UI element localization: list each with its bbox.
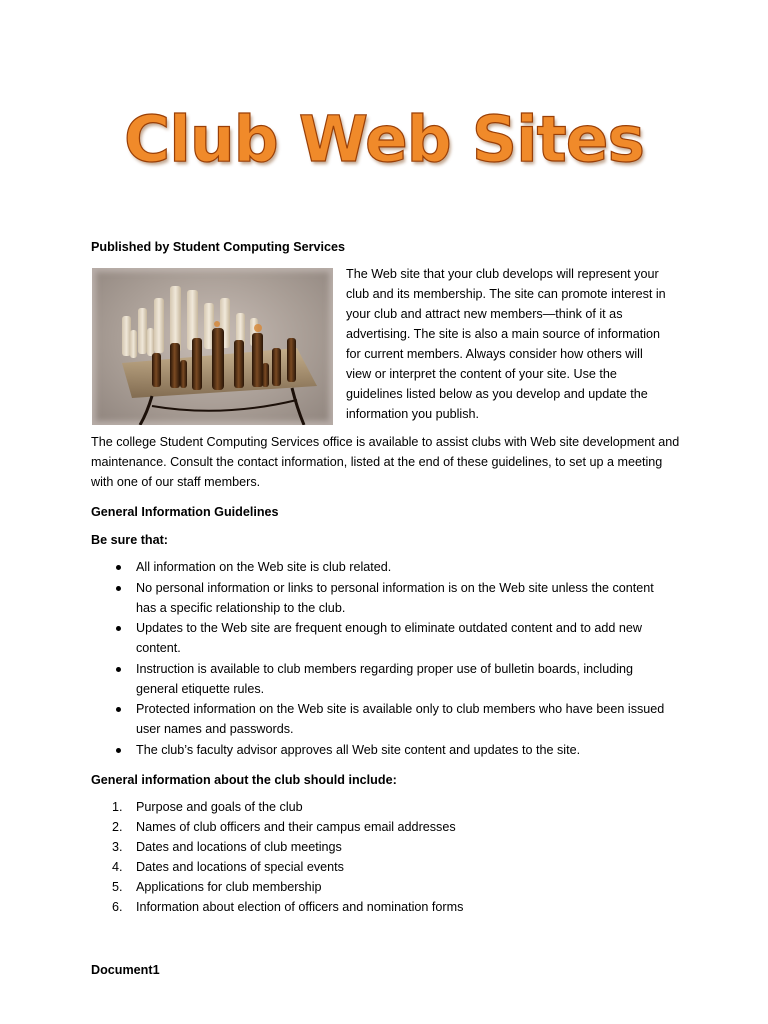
bullet-item <box>91 578 691 618</box>
section-heading-guidelines: General Information Guidelines <box>91 505 279 519</box>
bullet-line: All information on the Web site is club related. <box>136 560 392 574</box>
bullet-item <box>91 659 691 699</box>
intro-line: view or interpret the content of your site. Use the <box>346 367 617 381</box>
item-text: Dates and locations of special events <box>136 860 344 874</box>
chess-set-illustration <box>92 268 333 425</box>
numbered-item <box>91 897 691 917</box>
intro-paragraph <box>346 264 686 424</box>
numbered-item <box>91 797 691 817</box>
services-line: The college Student Computing Services office is available to assist clubs with Web site development and <box>91 435 680 449</box>
item-number: 3. <box>112 840 123 854</box>
publisher-line: Published by Student Computing Services <box>91 240 346 254</box>
bullet-line: The club’s faculty advisor approves all Web site content and updates to the site. <box>136 742 581 757</box>
bullet-dot-icon <box>116 748 121 753</box>
item-number: 4. <box>112 860 123 874</box>
bullet-dot-icon <box>116 707 121 712</box>
guidelines-bullet-list <box>91 557 691 760</box>
intro-line: guidelines listed below as you develop and update the <box>346 387 648 401</box>
bullet-dot-icon <box>116 586 121 591</box>
intro-line: The Web site that your club develops will represent your <box>346 267 659 281</box>
numbered-item <box>91 817 691 837</box>
numbered-item <box>91 877 691 897</box>
document-footer: Document1 <box>91 963 160 977</box>
services-paragraph <box>91 432 691 492</box>
numbered-item <box>91 857 691 877</box>
item-number: 6. <box>112 900 123 914</box>
bullet-line: Protected information on the Web site is available only to club members who have been issued <box>136 702 665 716</box>
bullet-item <box>91 557 691 577</box>
item-number: 2. <box>112 820 123 834</box>
bullet-line: content. <box>136 641 181 655</box>
be-sure-label: Be sure that: <box>91 533 168 547</box>
intro-line: advertising. The site is also a main source of information <box>346 327 661 341</box>
bullet-item <box>91 740 691 760</box>
bullet-dot-icon <box>116 565 121 570</box>
bullet-dot-icon <box>116 626 121 631</box>
section-heading-include: General information about the club should include: <box>91 773 397 787</box>
bullet-line: Updates to the Web site are frequent enough to eliminate outdated content and to add new <box>136 621 642 635</box>
bullet-line: user names and passwords. <box>136 722 294 736</box>
bullet-line: has a specific relationship to the club. <box>136 600 346 615</box>
item-text: Dates and locations of club meetings <box>136 840 342 854</box>
intro-line: for current members. Always consider how others will <box>346 347 643 361</box>
intro-line: your club and attract new members—think of it as <box>346 307 623 321</box>
intro-line: information you publish. <box>346 407 480 421</box>
club-info-numbered-list <box>91 797 691 917</box>
bullet-line: No personal information or links to personal information is on the Web site unless the content <box>136 580 654 595</box>
bullet-line: Instruction is available to club members regarding proper use of bulletin boards, including <box>136 661 634 676</box>
bullet-item <box>91 699 691 739</box>
item-number: 1. <box>112 800 123 814</box>
bullet-dot-icon <box>116 667 121 672</box>
intro-line: club and its membership. The site can promote interest in <box>346 287 666 301</box>
item-number: 5. <box>112 880 123 894</box>
item-text: Purpose and goals of the club <box>136 800 303 814</box>
page-title: Club Web Sites <box>123 103 645 176</box>
item-text: Names of club officers and their campus email addresses <box>136 820 456 834</box>
services-line: maintenance. Consult the contact information, listed at the end of these guidelines, to set up a meeting <box>91 455 663 469</box>
item-text: Information about election of officers and nomination forms <box>136 900 464 914</box>
bullet-line: general etiquette rules. <box>136 681 265 696</box>
numbered-item <box>91 837 691 857</box>
bullet-item <box>91 618 691 658</box>
chess-set-image <box>92 268 333 425</box>
services-line: with one of our staff members. <box>91 475 261 489</box>
item-text: Applications for club membership <box>136 880 322 894</box>
